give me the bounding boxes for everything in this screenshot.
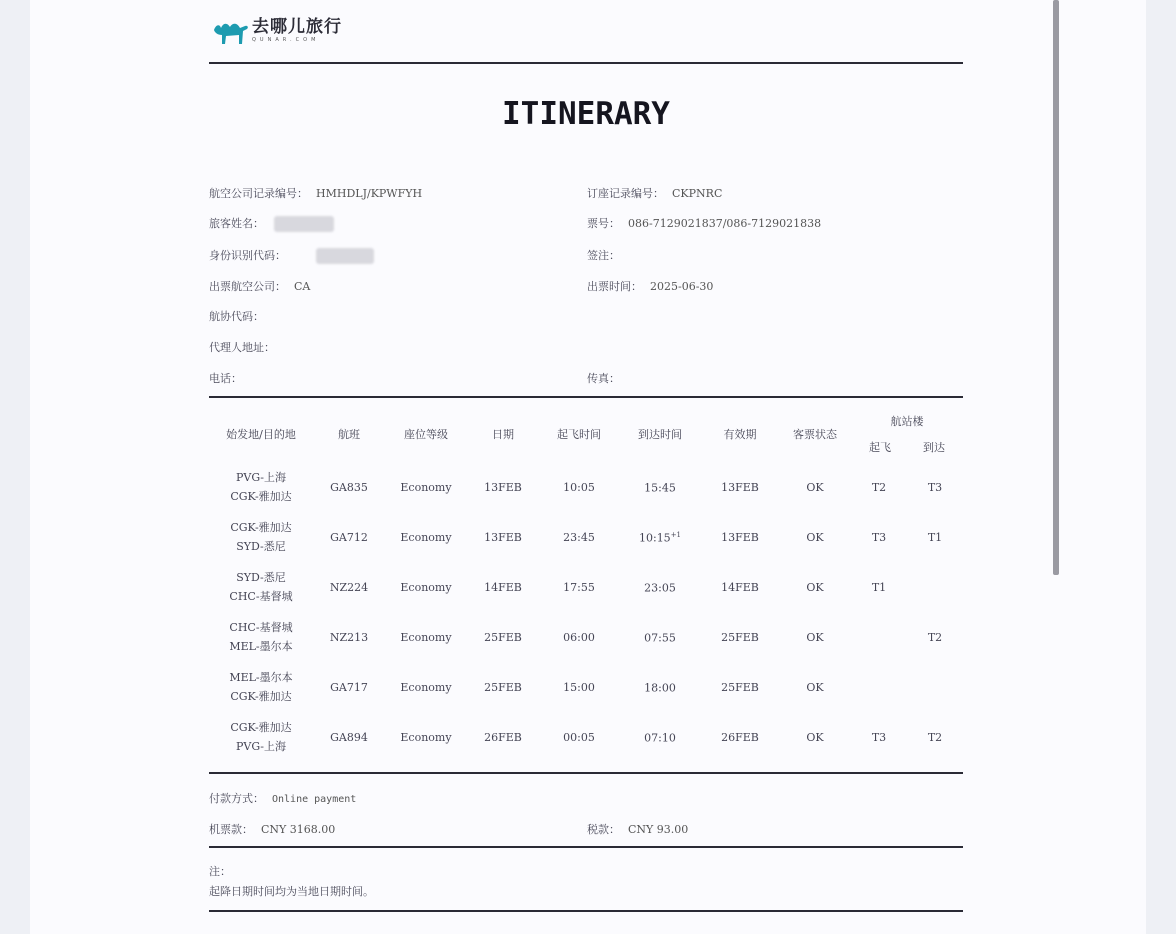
- cabin-cell: Economy: [400, 530, 452, 544]
- passenger-label: 旅客姓名：: [209, 217, 264, 230]
- table-row: [209, 562, 963, 612]
- order-record-label: 订座记录编号：: [587, 187, 664, 200]
- cabin-cell: Economy: [400, 480, 452, 494]
- airline-record-label: 航空公司记录编号：: [209, 187, 308, 200]
- terminal-dep-cell: T1: [871, 580, 887, 594]
- phone-field: [209, 370, 242, 386]
- status-cell: OK: [806, 580, 824, 594]
- endorse-field: [587, 247, 620, 263]
- valid-cell: 25FEB: [721, 680, 759, 694]
- table-row: [209, 712, 963, 762]
- agent-address-label: 代理人地址：: [209, 341, 275, 354]
- arrive-day-offset: +1: [670, 531, 682, 540]
- valid-cell: 26FEB: [721, 730, 759, 744]
- arrive-time: 07:55: [644, 631, 676, 645]
- route-to: MEL-墨尔本: [229, 640, 293, 653]
- table-body: [209, 462, 963, 762]
- cabin-cell: Economy: [400, 680, 452, 694]
- date-cell: 25FEB: [484, 630, 522, 644]
- date-cell: 13FEB: [484, 530, 522, 544]
- terminal-dep-cell: [851, 662, 907, 712]
- payment-method-field: [209, 790, 356, 806]
- header-arrive: 到达时间: [638, 428, 682, 441]
- status-cell: OK: [806, 680, 824, 694]
- flight-cell: GA717: [330, 680, 368, 694]
- fare-value: CNY 3168.00: [261, 823, 336, 836]
- table-row: [209, 462, 963, 512]
- arrive-time: 15:45: [644, 481, 676, 495]
- header-terminal-label: 航站楼: [890, 415, 924, 428]
- table-header-row: [209, 406, 963, 462]
- header-cabin: 座位等级: [404, 428, 448, 441]
- issuing-airline-label: 出票航空公司：: [209, 280, 286, 293]
- agent-code-label: 航协代码：: [209, 310, 264, 323]
- ticket-field: [587, 215, 821, 231]
- arrive-time: 23:05: [644, 581, 676, 595]
- fax-label: 传真：: [587, 372, 620, 385]
- date-cell: 25FEB: [484, 680, 522, 694]
- route-to: SYD-悉尼: [236, 540, 286, 553]
- header-route: 始发地/目的地: [226, 428, 296, 441]
- route-cell: [209, 562, 313, 612]
- cabin-cell: Economy: [400, 580, 452, 594]
- route-to: CGK-雅加达: [230, 690, 292, 703]
- status-cell: OK: [806, 630, 824, 644]
- issue-date-label: 出票时间：: [587, 280, 642, 293]
- payment-method-label: 付款方式：: [209, 792, 264, 805]
- phone-label: 电话：: [209, 372, 242, 385]
- header-flight: 航班: [338, 428, 360, 441]
- route-to: CHC-基督城: [229, 590, 293, 603]
- logo-subtitle: QUNAR.COM: [252, 37, 320, 43]
- fare-label: 机票款：: [209, 823, 253, 836]
- payment-method-value: Online payment: [272, 794, 357, 805]
- valid-cell: 25FEB: [721, 630, 759, 644]
- ticket-label: 票号：: [587, 217, 620, 230]
- route-to: PVG-上海: [235, 740, 287, 753]
- flight-cell: NZ224: [329, 580, 369, 594]
- table-row: [209, 612, 963, 662]
- date-cell: 26FEB: [484, 730, 522, 744]
- table-row: [209, 512, 963, 562]
- arrive-cell: [619, 562, 701, 612]
- terminal-dep-cell: T2: [871, 480, 887, 494]
- arrive-time: 07:10: [644, 731, 676, 745]
- depart-cell: 10:05: [563, 480, 595, 494]
- issuing-airline-field: [209, 278, 310, 294]
- payment-divider: [209, 846, 963, 848]
- issuing-airline-value: CA: [294, 280, 311, 293]
- arrive-cell: [619, 712, 701, 762]
- date-cell: 14FEB: [484, 580, 522, 594]
- tax-value: CNY 93.00: [628, 823, 689, 836]
- arrive-time: 10:15: [638, 531, 671, 545]
- passenger-name-redacted: [274, 216, 334, 232]
- agent-code-field: [209, 308, 264, 324]
- passenger-field: [209, 215, 334, 232]
- header-status: 客票状态: [793, 428, 837, 441]
- table-divider: [209, 772, 963, 774]
- id-code-field: [209, 247, 374, 264]
- status-cell: OK: [806, 480, 824, 494]
- flight-legs-table: [209, 406, 963, 762]
- arrive-cell: [619, 462, 701, 512]
- fax-field: [587, 370, 620, 386]
- depart-cell: 00:05: [563, 730, 595, 744]
- tax-field: [587, 821, 688, 837]
- tax-label: 税款：: [587, 823, 620, 836]
- header-terminal: [851, 406, 963, 462]
- bottom-divider: [209, 910, 963, 912]
- header-date: 日期: [492, 428, 514, 441]
- date-cell: 13FEB: [484, 480, 522, 494]
- top-divider: [209, 62, 963, 64]
- notes-text: 起降日期时间均为当地日期时间。: [209, 885, 374, 898]
- terminal-arr-cell: T2: [927, 630, 943, 644]
- fare-field: [209, 821, 335, 837]
- page-title: ITINERARY: [502, 96, 670, 132]
- status-cell: OK: [806, 730, 824, 744]
- route-cell: [209, 512, 313, 562]
- airline-record-field: [209, 185, 422, 201]
- depart-cell: 17:55: [563, 580, 595, 594]
- flight-cell: GA894: [330, 730, 368, 744]
- header-terminal-arr: 到达: [923, 441, 945, 454]
- route-cell: [209, 712, 313, 762]
- terminal-arr-cell: [907, 662, 963, 712]
- arrive-time: 18:00: [644, 681, 676, 695]
- agent-address-field: [209, 339, 275, 355]
- header-depart: 起飞时间: [557, 428, 601, 441]
- status-cell: OK: [806, 530, 824, 544]
- flight-cell: GA712: [330, 530, 368, 544]
- ticket-value: 086-7129021837/086-7129021838: [628, 217, 822, 230]
- notes-label: 注：: [209, 865, 231, 878]
- terminal-arr-cell: T2: [927, 730, 943, 744]
- endorse-label: 签注：: [587, 249, 620, 262]
- depart-cell: 23:45: [563, 530, 595, 544]
- route-from: SYD-悉尼: [236, 571, 286, 584]
- depart-cell: 15:00: [563, 680, 595, 694]
- terminal-arr-cell: [907, 562, 963, 612]
- route-to: CGK-雅加达: [230, 490, 292, 503]
- flight-cell: NZ213: [329, 630, 369, 644]
- route-from: CGK-雅加达: [230, 521, 292, 534]
- terminal-arr-cell: T3: [927, 480, 943, 494]
- route-from: CGK-雅加达: [230, 721, 292, 734]
- header-terminal-dep: 起飞: [869, 441, 891, 454]
- valid-cell: 14FEB: [721, 580, 759, 594]
- logo-name: 去哪儿旅行: [252, 17, 342, 37]
- id-code-label: 身份识别代码：: [209, 249, 286, 262]
- order-record-field: [587, 185, 722, 201]
- terminal-dep-cell: T3: [871, 730, 887, 744]
- terminal-dep-cell: [851, 612, 907, 662]
- route-cell: [209, 662, 313, 712]
- flight-cell: GA835: [330, 480, 368, 494]
- cabin-cell: Economy: [400, 730, 452, 744]
- airline-record-value: HMHDLJ/KPWFYH: [316, 187, 423, 200]
- route-from: CHC-基督城: [229, 621, 293, 634]
- arrive-cell: [619, 612, 701, 662]
- arrive-cell: [619, 512, 701, 562]
- qunar-logo: [212, 16, 342, 46]
- issue-date-value: 2025-06-30: [650, 280, 714, 293]
- camel-icon: [212, 16, 250, 46]
- route-cell: [209, 612, 313, 662]
- route-from: MEL-墨尔本: [229, 671, 293, 684]
- terminal-arr-cell: T1: [927, 530, 943, 544]
- order-record-value: CKPNRC: [672, 187, 723, 200]
- cabin-cell: Economy: [400, 630, 452, 644]
- depart-cell: 06:00: [563, 630, 595, 644]
- table-row: [209, 662, 963, 712]
- issue-date-field: [587, 278, 713, 294]
- fields-divider: [209, 396, 963, 398]
- id-code-redacted: [316, 248, 374, 264]
- route-cell: [209, 462, 313, 512]
- valid-cell: 13FEB: [721, 480, 759, 494]
- valid-cell: 13FEB: [721, 530, 759, 544]
- terminal-dep-cell: T3: [871, 530, 887, 544]
- arrive-cell: [619, 662, 701, 712]
- vertical-scrollbar[interactable]: [1053, 0, 1059, 575]
- route-from: PVG-上海: [235, 471, 287, 484]
- header-valid: 有效期: [723, 428, 757, 441]
